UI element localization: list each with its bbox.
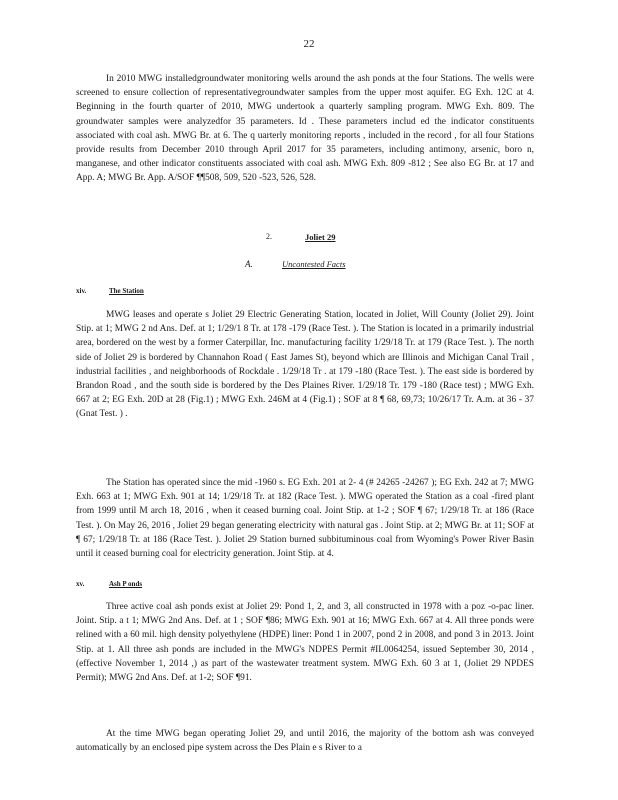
section-title: Joliet 29 [305,232,336,242]
subsection-letter: A. [245,259,253,269]
paragraph-bottom-ash: At the time MWG began operating Joliet 29, and until 2016, the majority of the bottom ash was conveyed automatically by an enclosed pipe system across the Des Plain e s River to a [76,729,534,754]
paragraph-groundwater-monitoring: In 2010 MWG installedgroundwater monitoring wells around the ash ponds at the four Stations. The wells were screened to ensure collection of representativegroundwater samples from the upper most aquifer. EG Exh. 12C at 4. Beginning in the fourth quarter of 2010, MWG undertook a quarterly sampling program. MWG Exh. 809. The groundwater samples were analyzedfor 35 parameters. Id . These parameters includ ed the indicator constituents associated with coal ash. MWG Br. at 6. The q uarterly monitoring reports , included in the record , for all four Stations provide results from December 2010 through April 2017 for 35 parameters, including antimony, arsenic, boro n, manganese, and other indicator constituents associated with coal ash. MWG Exh. 809 -812 ; See also EG Br. at 17 and App. A; MWG Br. App. A/SOF ¶¶508, 509, 520 -523, 526, 528. [76,74,534,184]
page-number: 22 [303,38,315,50]
subhead-title-station: The Station [109,287,144,295]
paragraph-station-location: MWG leases and operate s Joliet 29 Electric Generating Station, located in Joliet, Will County (Joliet 29). Joint Stip. at 1; MWG 2 nd Ans. Def. at 1; 1/29/1 8 Tr. at 178 -179 (Race Test. ). The Station is located in a primarily industrial area, bordered on the west by a former Caterpillar, Inc. manufacturing facility 1/29/18 Tr. at 179 (Race Test. ). The north side of Joliet 29 is bordered by Channahon Road ( East James St), beyond which are Illinois and Michigan Canal Trail , industrial facilities , and neighborhoods of Rockdale . 1/29/18 Tr . at 179 -180 (Race Test. ). The east side is bordered by Brandon Road , and the south side is bordered by the Des Plaines River. 1/29/18 Tr. 179 -180 (Race test) ; MWG Exh. 667 at 2; EG Exh. 20D at 28 (Fig.1) ; MWG Exh. 246M at 4 (Fig.1) ; SOF at 8 ¶ 68, 69,73; 10/26/17 Tr. A.m. at 36 - 37 (Gnat Test. ) . [76,310,534,420]
subhead-numeral-ash-ponds: xv. [76,580,85,588]
paragraph-station-operation: The Station has operated since the mid -1960 s. EG Exh. 201 at 2- 4 (# 24265 -24267 ); EG Exh. 242 at 7; MWG Exh. 663 at 1; MWG Exh. 901 at 14; 1/29/18 Tr. at 182 (Race Test. ). MWG operated the Station as a coal -fired plant from 1999 until M arch 18, 2016 , when it ceased burning coal. Joint Stip. at 1-2 ; SOF ¶ 67; 1/29/18 Tr. at 186 (Race Test. ). On May 26, 2016 , Joliet 29 began generating electricity with natural gas . Joint Stip. at 2; MWG Br. at 11; SOF at ¶ 67; 1/29/18 Tr. at 186 (Race Test. ). Joliet 29 Station burned subbituminous coal from Wyoming's Power River Basin until it ceased burning coal for electricity generation. Joint Stip. at 4. [76,478,534,560]
section-number: 2. [266,232,272,241]
subhead-title-ash-ponds: Ash P onds [109,580,143,588]
subhead-numeral-station: xiv. [76,287,87,295]
subsection-title: Uncontested Facts [282,259,346,269]
paragraph-ash-ponds: Three active coal ash ponds exist at Joliet 29: Pond 1, 2, and 3, all constructed in 1978 with a poz -o-pac liner. Joint. Stip. a t 1; MWG 2nd Ans. Def. at 1 ; SOF ¶86; MWG Exh. 901 at 16; MWG Exh. 667 at 4. All three ponds were relined with a 60 mil. high density polyethylene (HDPE) liner: Pond 1 in 2007, pond 2 in 2008, and pond 3 in 2013. Joint Stip. at 1. All three ash ponds are included in the MWG's NDPES Permit #IL0064254, issued September 30, 2014 , (effective November 1, 2014 ,) as part of the wastewater treatment system. MWG Exh. 60 3 at 1, (Joliet 29 NPDES Permit); MWG 2nd Ans. Def. at 1-2; SOF ¶91. [76,602,534,684]
